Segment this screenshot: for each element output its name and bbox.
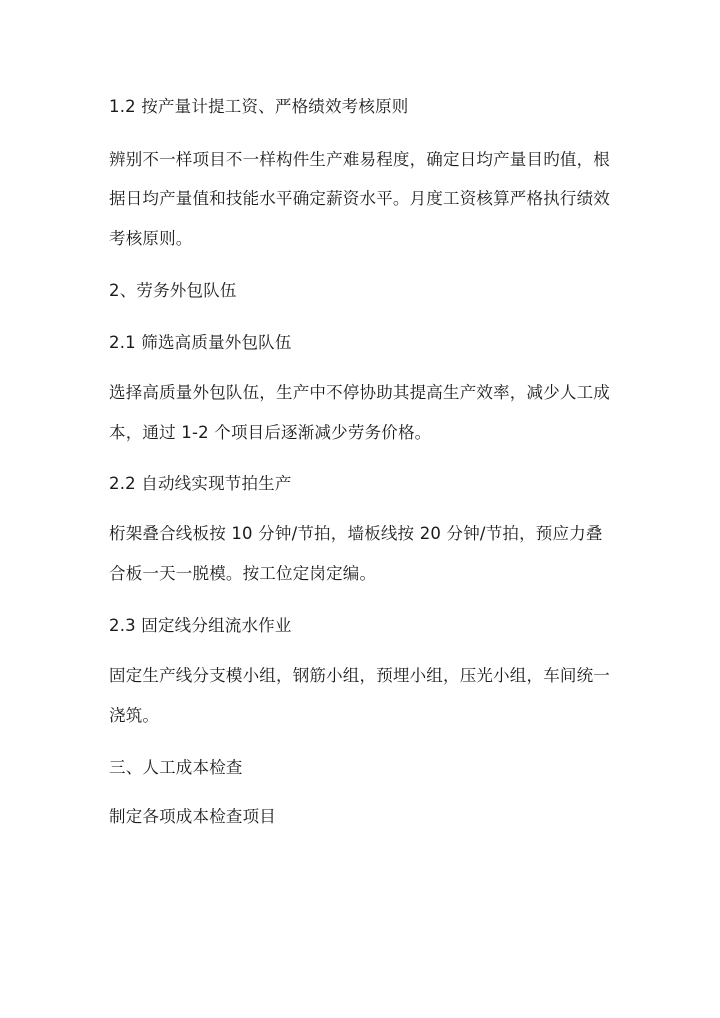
paragraph-line: 选择高质量外包队伍，生产中不停协助其提高生产效率，减少人工成 [109,383,610,402]
heading-2-1: 2.1 筛选高质量外包队伍 [109,333,292,352]
paragraph-line: 本，通过 1-2 个项目后逐渐减少劳务价格。 [109,423,432,442]
heading-3: 三、人工成本检查 [109,758,243,777]
heading-1-2: 1.2 按产量计提工资、严格绩效考核原则 [109,97,409,116]
paragraph-line: 据日均产量值和技能水平确定薪资水平。月度工资核算严格执行绩效 [109,189,610,208]
heading-2-2: 2.2 自动线实现节拍生产 [109,474,292,493]
heading-2-3: 2.3 固定线分组流水作业 [109,616,292,635]
paragraph-line: 浇筑。 [109,706,160,725]
heading-2: 2、劳务外包队伍 [109,281,237,300]
paragraph-line: 考核原则。 [109,229,193,248]
paragraph-line: 合板一天一脱模。按工位定岗定编。 [109,564,377,583]
paragraph-line: 固定生产线分支模小组，钢筋小组，预埋小组，压光小组，车间统一 [109,666,610,685]
paragraph-line: 制定各项成本检查项目 [109,807,276,826]
paragraph-line: 辨别不一样项目不一样构件生产难易程度，确定日均产量目旳值，根 [109,150,610,169]
paragraph-line: 桁架叠合线板按 10 分钟/节拍，墙板线按 20 分钟/节拍，预应力叠 [109,524,603,543]
